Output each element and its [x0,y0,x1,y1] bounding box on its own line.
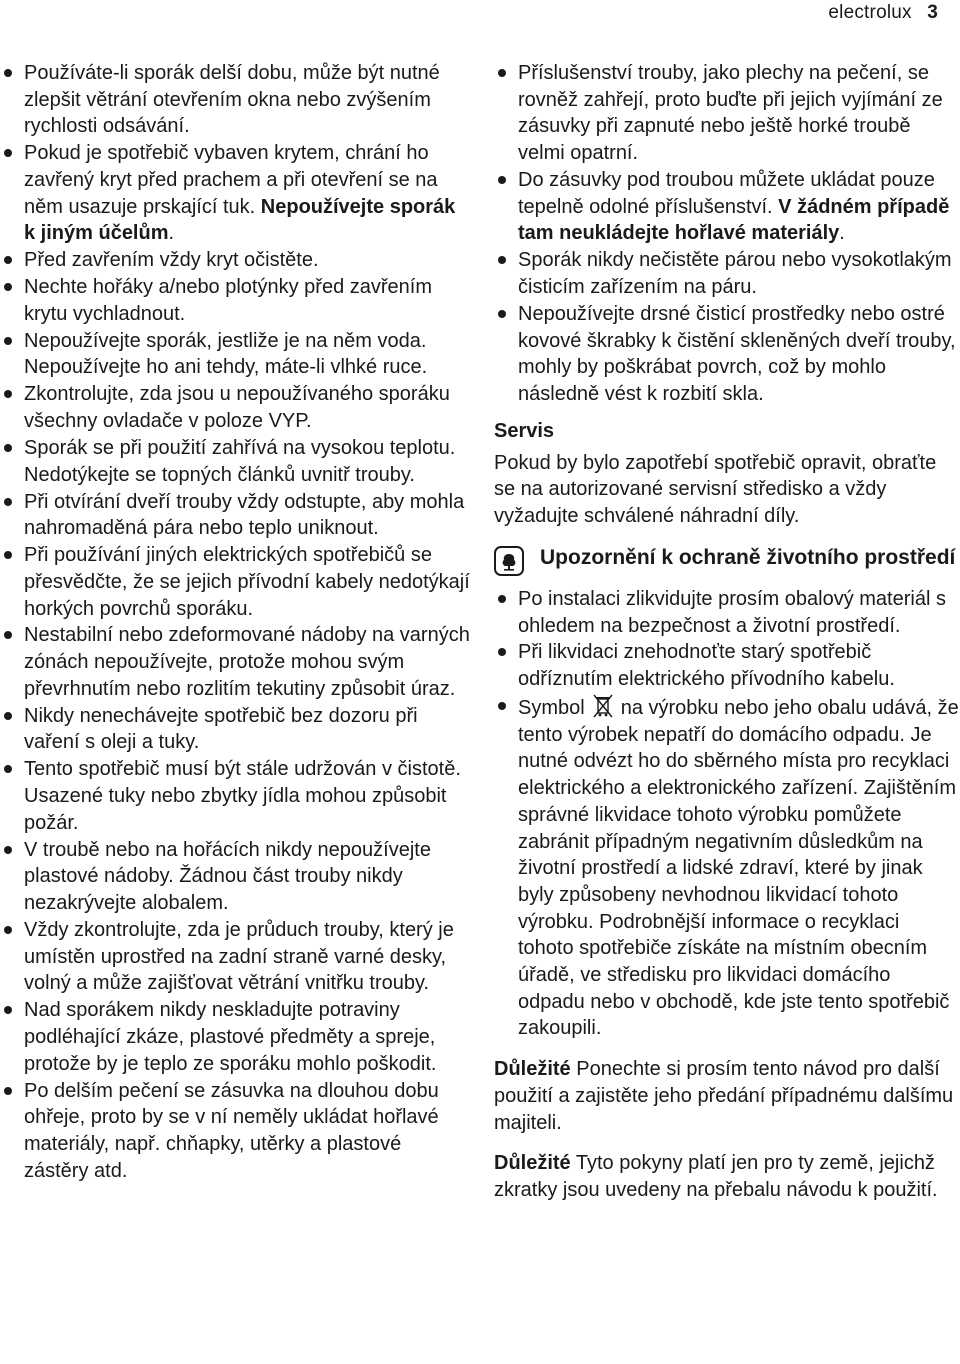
list-item: V troubě nebo na hořácích nikdy nepoužívejte plastové nádoby. Žádnou část trouby nikdy nezakrývejte alobalem. [0,837,470,917]
right-column [494,60,960,1218]
environment-icon [494,546,524,576]
important-note-2: Důležité Tyto pokyny platí jen pro ty země, jejichž zkratky jsou uvedeny na přebalu návodu k použití. [494,1152,938,1201]
list-item: Zkontrolujte, zda jsou u nepoužívaného sporáku všechny ovladače v poloze VYP. [0,381,470,434]
environment-title: Upozornění k ochraně životního prostředí [540,545,956,569]
list-item: Při likvidaci znehodnoťte starý spotřebič odříznutím elektrického přívodního kabelu. [494,639,960,692]
list-item: Do zásuvky pod troubou můžete ukládat pouze tepelně odolné příslušenství. V žádném případě tam neukládejte hořlavé materiály. [494,167,960,247]
list-item: Po instalaci zlikvidujte prosím obalový materiál s ohledem na bezpečnost a životní prostředí. [494,586,960,639]
safety-list-continued [494,60,960,408]
list-item: Nad sporákem nikdy neskladujte potraviny podléhající zkáze, plastové předměty a spreje, protože by je teplo ze sporáku mohlo poškodit. [0,997,470,1077]
brand-name: electrolux [828,2,912,23]
servis-text: Pokud by bylo zapotřebí spotřebič opravit, obraťte se na autorizované servisní středisko a vždy vyžadujte schválené náhradní díly. [494,451,937,528]
list-item: Při otvírání dveří trouby vždy odstupte, aby mohla nahromaděná pára nebo teplo uniknout. [0,489,470,542]
left-column [0,60,470,1185]
list-item: Při používání jiných elektrických spotřebičů se přesvědčte, že se jejich přívodní kabely nedotýkají horkých povrchů sporáku. [0,542,470,622]
list-item: Tento spotřebič musí být stále udržován v čistotě. Usazené tuky nebo zbytky jídla mohou způsobit požár. [0,756,470,836]
list-item: Nechte hořáky a/nebo plotýnky před zavřením krytu vychladnout. [0,274,470,327]
crossed-bin-icon [591,693,615,719]
list-item: Po delším pečení se zásuvka na dlouhou dobu ohřeje, proto by se v ní neměly ukládat hořlavé materiály, např. chňapky, utěrky a plastové zástěry atd. [0,1078,470,1185]
page-header [828,0,938,30]
servis-heading: Servis [494,419,555,442]
environment-list [494,586,960,1042]
safety-list [0,60,470,1184]
list-item: Nikdy nenechávejte spotřebič bez dozoru při vaření s oleji a tuky. [0,703,470,756]
list-item: Sporák nikdy nečistěte párou nebo vysokotlakým čisticím zařízením na páru. [494,247,960,300]
list-item: Používáte-li sporák delší dobu, může být nutné zlepšit větrání otevřením okna nebo zvýšením rychlosti odsávání. [0,60,470,140]
list-item: Symbol na výrobku nebo jeho obalu udává, že tento výrobek nepatří do domácího odpadu. Je nutné odvézt ho do sběrného místa pro recyklaci elektrického a elektronického zařízení. Zajištěním správné likvidace tohoto výrobku pomůžete zabránit případným negativním důsledkům na životní prostředí a lidské zdraví, které by jinak byly způsobeny nevhodnou likvidací tohoto výrobku. Podrobnější informace o recyklaci tohoto spotřebiče získáte na místním obecním úřadě, ve středisku pro likvidaci domácího odpadu nebo v obchodě, kde jste tento spotřebič zakoupili. [494,693,960,1042]
list-item: Příslušenství trouby, jako plechy na pečení, se rovněž zahřejí, proto buďte při jejich vyjímání ze zásuvky při zapnuté nebo ještě horké troubě velmi opatrní. [494,60,960,167]
list-item: Pokud je spotřebič vybaven krytem, chrání ho zavřený kryt před prachem a při otevření se na něm usazuje prskající tuk. Nepoužívejte sporák k jiným účelům. [0,140,470,247]
environment-heading [494,544,960,572]
page-number: 3 [927,2,938,23]
list-item: Před zavřením vždy kryt očistěte. [0,247,470,274]
list-item: Vždy zkontrolujte, zda je průduch trouby, který je umístěn uprostřed na zadní straně varné desky, volný a může zajišťovat větrání vnitřku trouby. [0,917,470,997]
list-item: Sporák se při použití zahřívá na vysokou teplotu. Nedotýkejte se topných článků uvnitř trouby. [0,435,470,488]
list-item: Nepoužívejte sporák, jestliže je na něm voda. Nepoužívejte ho ani tehdy, máte-li vlhké ruce. [0,328,470,381]
important-note-1: Důležité Ponechte si prosím tento návod pro další použití a zajistěte jeho předání případnému dalšímu majiteli. [494,1058,954,1134]
list-item: Nestabilní nebo zdeformované nádoby na varných zónách nepoužívejte, protože mohou svým převrhnutím nebo rozlitím tekutiny způsobit úraz. [0,622,470,702]
list-item: Nepoužívejte drsné čisticí prostředky nebo ostré kovové škrabky k čistění skleněných dveří trouby, mohly by poškrábat povrch, což by mohlo následně vést k rozbití skla. [494,301,960,408]
